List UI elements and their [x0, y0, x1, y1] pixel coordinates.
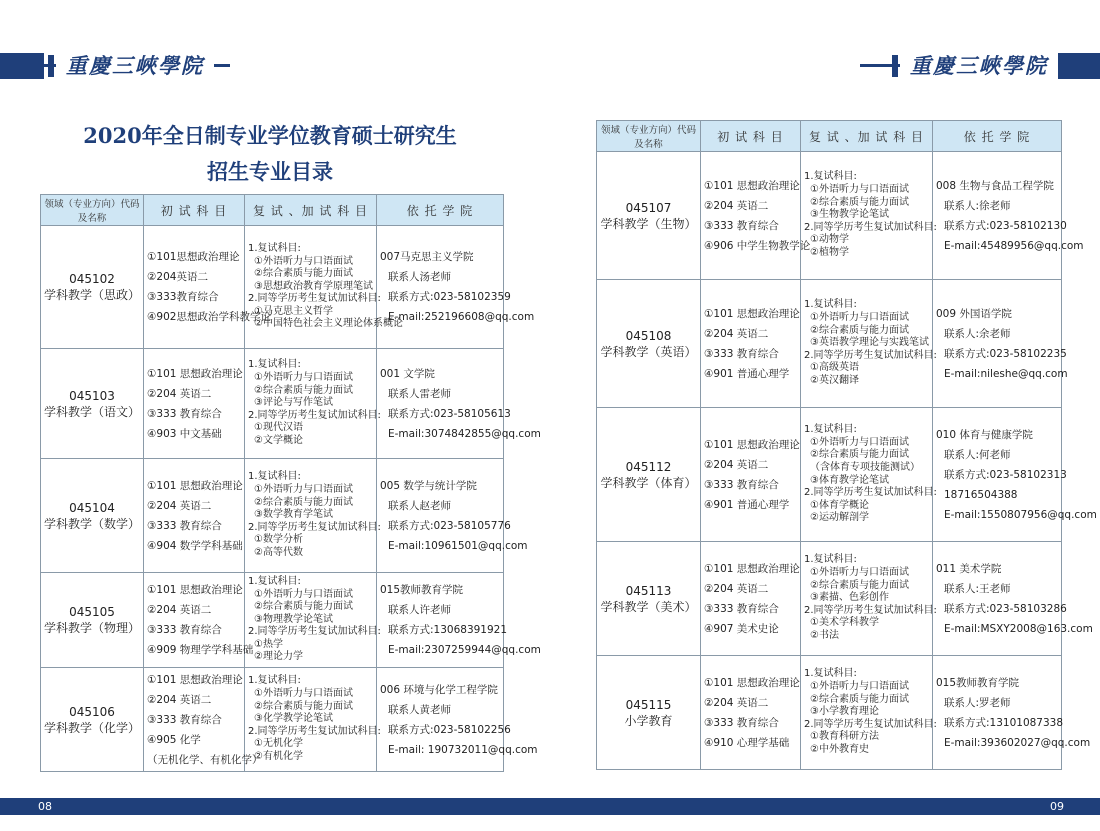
exam-subject: ③333 教育综合	[704, 219, 779, 232]
table-row	[597, 152, 1062, 280]
college-lines-cell	[933, 656, 1091, 770]
retest-item: ①数学分析	[254, 534, 303, 546]
retest-item: ①马克思主义哲学	[254, 305, 333, 317]
page-number-right: 09	[1050, 800, 1064, 813]
college-line: E-mail:1550807956@qq.com	[944, 508, 1097, 521]
exam-subject: ①101 思想政治理论	[704, 438, 800, 451]
table-row	[41, 459, 504, 573]
exam-subject: ④906 中学生物教学论	[704, 239, 811, 252]
program-cell	[41, 668, 144, 772]
retest-item: 2.同等学历考生复试加试科目:	[804, 604, 937, 616]
college-lines-cell	[377, 459, 528, 573]
program-name: 小学教育	[624, 713, 673, 728]
retest-item: ①外语听力与口语面试	[254, 588, 353, 600]
program-cell	[41, 573, 144, 668]
retest-item: ①外语听力与口语面试	[254, 255, 353, 267]
exam-subject: ④901 普通心理学	[704, 367, 790, 380]
exam-subject: ①101 思想政治理论	[704, 179, 800, 192]
brand-logo-left: 重慶三峽學院	[56, 51, 214, 81]
college-line: 007马克思主义学院	[380, 251, 474, 263]
program-code: 045115	[625, 697, 672, 712]
program-cell	[41, 349, 144, 459]
retest-item: ③思想政治教育学原理笔试	[254, 280, 373, 292]
exam-subject: ③333 教育综合	[147, 713, 222, 726]
exam-subject: ①101 思想政治理论	[147, 479, 243, 492]
exam-subject: ②204 英语二	[147, 387, 212, 400]
retest-item: ②中外教育史	[810, 743, 869, 755]
college-line: 联系方式:023-58105613	[388, 407, 511, 420]
retest-item: ③素描、色彩创作	[810, 592, 889, 604]
retest-item: 1.复试科目:	[248, 359, 301, 371]
retest-items-cell	[801, 408, 937, 542]
exam-subject: ③333 教育综合	[704, 478, 779, 491]
table-row	[597, 280, 1062, 408]
retest-item: ②综合素质与能力面试	[254, 384, 353, 396]
retest-item: 1.复试科目:	[248, 575, 301, 587]
retest-item: 2.同等学历考生复试加试科目:	[248, 521, 381, 533]
program-code: 045112	[625, 459, 672, 474]
retest-item: ①外语听力与口语面试	[810, 312, 909, 324]
program-name: 学科教学（体育）	[600, 475, 697, 490]
college-line: 联系人赵老师	[388, 499, 451, 512]
exam-subject: ①101 思想政治理论	[147, 584, 243, 596]
table-row	[41, 226, 504, 349]
exam-subject: ②204 英语二	[147, 693, 212, 706]
program-code: 045108	[625, 328, 672, 343]
retest-item: ③体育教学论笔试	[810, 474, 889, 486]
college-line: E-mail:MSXY2008@163.com	[944, 622, 1093, 635]
retest-item: 2.同等学历考生复试加试科目:	[248, 725, 381, 737]
college-lines-cell	[933, 542, 1093, 656]
retest-item: 1.复试科目:	[248, 675, 301, 687]
exam-subjects-cell	[701, 280, 801, 408]
exam-subjects-cell	[701, 408, 801, 542]
college-line: E-mail:2307259944@qq.com	[388, 644, 541, 656]
exam-subjects-cell	[144, 226, 271, 349]
exam-subject: ④905 化学	[147, 733, 201, 746]
table-row	[41, 573, 504, 668]
retest-items-cell	[245, 668, 381, 772]
page-subtitle: 招生专业目录	[207, 159, 333, 184]
exam-subject: ①101 思想政治理论	[704, 307, 800, 320]
college-lines-cell	[933, 152, 1084, 280]
retest-item: 1.复试科目:	[804, 668, 857, 680]
college-line: 联系方式:023-58102359	[388, 291, 511, 303]
logo-mark	[48, 55, 54, 77]
retest-item: ②文学概论	[254, 434, 303, 446]
retest-items-cell	[245, 226, 403, 349]
retest-item: ②有机化学	[254, 750, 303, 762]
retest-item: 1.复试科目:	[804, 299, 857, 311]
program-code: 045107	[625, 200, 672, 215]
college-line: 015教师教育学院	[936, 676, 1020, 689]
exam-subject: （无机化学、有机化学）	[147, 753, 263, 766]
retest-item: ①美术学科教学	[810, 617, 879, 629]
college-line: 联系方式:023-58102235	[944, 347, 1067, 360]
college-line: 联系人:徐老师	[944, 199, 1011, 212]
college-line: 联系方式:023-58103286	[944, 602, 1067, 615]
program-cell	[597, 152, 701, 280]
college-line: 联系人:罗老师	[944, 696, 1011, 709]
exam-subject: ①101思想政治理论	[147, 251, 240, 263]
retest-item: ①无机化学	[254, 738, 303, 750]
retest-item: ①现代汉语	[254, 422, 303, 434]
retest-item: ②综合素质与能力面试	[810, 449, 909, 461]
logo-mark-right	[892, 55, 898, 77]
college-lines-cell	[377, 226, 535, 349]
retest-item: ②综合素质与能力面试	[254, 700, 353, 712]
exam-subjects-cell	[144, 349, 245, 459]
exam-subject: ④904 数学学科基础	[147, 539, 243, 552]
college-line: E-mail:45489956@qq.com	[944, 239, 1084, 252]
retest-item: （含体育专项技能测试）	[810, 461, 920, 473]
col-header-college: 依 托 学 院	[933, 121, 1062, 152]
table-header-row	[597, 121, 1062, 152]
program-name: 学科教学（化学）	[44, 720, 141, 735]
exam-subject: ③333 教育综合	[704, 602, 779, 615]
retest-items-cell	[801, 656, 937, 770]
retest-items-cell	[801, 152, 937, 280]
program-code: 045102	[69, 272, 115, 286]
brand-logo-right: 重慶三峽學院	[900, 51, 1058, 81]
program-cell	[597, 542, 701, 656]
college-lines-cell	[933, 408, 1097, 542]
college-line: 联系方式:023-58102130	[944, 219, 1067, 232]
retest-item: 2.同等学历考生复试加试科目:	[804, 349, 937, 361]
college-lines-cell	[933, 280, 1068, 408]
table-header-row	[41, 195, 504, 226]
page-title: 2020年全日制专业学位教育硕士研究生	[83, 123, 457, 148]
retest-item: ②英汉翻译	[810, 374, 859, 386]
retest-item: 2.同等学历考生复试加试科目:	[248, 626, 381, 638]
retest-items-cell	[801, 542, 937, 656]
exam-subjects-cell	[701, 542, 801, 656]
col-header-retest: 复 试 、加 试 科 目	[245, 195, 377, 226]
exam-subjects-cell	[144, 459, 245, 573]
retest-item: ①教育科研方法	[810, 731, 879, 743]
col-header-college: 依 托 学 院	[377, 195, 504, 226]
program-cell	[597, 280, 701, 408]
exam-subject: ①101 思想政治理论	[704, 676, 800, 689]
exam-subject: ①101 思想政治理论	[147, 367, 243, 380]
college-line: 联系方式:023-58102256	[388, 723, 511, 736]
page-number-left: 08	[38, 800, 52, 813]
table-body-right	[597, 152, 1097, 770]
program-cell	[597, 656, 701, 770]
exam-subject: ④910 心理学基础	[704, 736, 790, 749]
retest-item: ②综合素质与能力面试	[810, 196, 909, 208]
exam-subject: ②204 英语二	[704, 458, 769, 471]
retest-item: ③英语教学理论与实践笔试	[810, 337, 929, 349]
retest-item: ③数学教育学笔试	[254, 509, 333, 521]
exam-subject: ②204 英语二	[147, 604, 212, 616]
retest-item: ③生物教学论笔试	[810, 209, 889, 221]
exam-subject: ②204 英语二	[704, 327, 769, 340]
college-line: 联系人:余老师	[944, 327, 1011, 340]
retest-item: 2.同等学历考生复试加试科目:	[804, 487, 937, 499]
retest-item: ①体育学概论	[810, 499, 869, 511]
retest-item: ①外语听力与口语面试	[810, 184, 909, 196]
program-name: 学科教学（美术）	[600, 599, 697, 614]
program-code: 045106	[69, 704, 115, 719]
program-cell	[597, 408, 701, 542]
program-code: 045113	[625, 583, 672, 598]
exam-subjects-cell	[144, 573, 254, 668]
exam-subject: ③333教育综合	[147, 291, 219, 303]
exam-subject: ④902思想政治学科教学论	[147, 311, 271, 323]
exam-subject: ①101 思想政治理论	[147, 673, 243, 686]
retest-item: 1.复试科目:	[248, 242, 301, 254]
college-line: 005 数学与统计学院	[380, 479, 477, 492]
retest-item: ②综合素质与能力面试	[254, 268, 353, 280]
retest-item: ②运动解剖学	[810, 512, 869, 524]
retest-item: 2.同等学历考生复试加试科目:	[804, 718, 937, 730]
retest-item: ③化学教学论笔试	[254, 713, 333, 725]
table-row	[597, 656, 1062, 770]
retest-item: 1.复试科目:	[248, 471, 301, 483]
college-line: 联系方式:023-58105776	[388, 519, 511, 532]
retest-item: 2.同等学历考生复试加试科目:	[804, 221, 937, 233]
college-line: 联系人黄老师	[388, 703, 451, 716]
table-row	[597, 542, 1062, 656]
college-line: 008 生物与食品工程学院	[936, 179, 1054, 192]
college-line: 联系方式:023-58102313	[944, 468, 1067, 481]
retest-item: ①外语听力与口语面试	[810, 436, 909, 448]
exam-subjects-cell	[701, 152, 811, 280]
retest-item: ②综合素质与能力面试	[810, 693, 909, 705]
retest-items-cell	[801, 280, 937, 408]
program-cell	[41, 459, 144, 573]
college-line: E-mail:nileshe@qq.com	[944, 367, 1068, 380]
retest-item: ③评论与写作笔试	[254, 397, 333, 409]
college-lines-cell	[377, 573, 541, 668]
col-header-exam: 初 试 科 目	[701, 121, 801, 152]
exam-subject: ④901 普通心理学	[704, 498, 790, 511]
col-header-code: 领域（专业方向）代码及名称	[41, 195, 144, 226]
right-page	[550, 0, 1100, 831]
exam-subject: ②204英语二	[147, 271, 208, 283]
exam-subject: ④907 美术史论	[704, 622, 779, 635]
college-line: 联系人:王老师	[944, 582, 1011, 595]
exam-subject: ①101 思想政治理论	[704, 562, 800, 575]
college-line: 联系方式:13068391921	[388, 624, 508, 636]
retest-item: ①外语听力与口语面试	[254, 372, 353, 384]
college-line: 联系人许老师	[388, 604, 451, 616]
exam-subject: ④903 中文基础	[147, 427, 222, 440]
retest-items-cell	[245, 349, 381, 459]
retest-item: 1.复试科目:	[804, 554, 857, 566]
retest-item: ①动物学	[810, 234, 849, 246]
program-table-right	[596, 120, 1097, 770]
col-header-code: 领域（专业方向）代码及名称	[597, 121, 701, 152]
exam-subject: ②204 英语二	[147, 499, 212, 512]
retest-item: ②综合素质与能力面试	[810, 324, 909, 336]
college-line: 联系人汤老师	[388, 271, 451, 283]
college-line: 001 文学院	[380, 367, 435, 380]
header-bar-left-block	[0, 53, 44, 79]
exam-subject: ④909 物理学学科基础	[147, 644, 254, 656]
retest-items-cell	[245, 573, 381, 668]
retest-item: ②综合素质与能力面试	[254, 601, 353, 613]
retest-item: ①外语听力与口语面试	[810, 681, 909, 693]
program-code: 045103	[69, 388, 115, 403]
exam-subject: ③333 教育综合	[147, 624, 222, 636]
college-line: 联系方式:13101087338	[944, 716, 1064, 729]
retest-item: ③物理教学论笔试	[254, 613, 333, 625]
footer-bar-left	[0, 798, 550, 815]
retest-item: 1.复试科目:	[804, 171, 857, 183]
program-name: 学科教学（思政）	[44, 288, 141, 302]
retest-item: 2.同等学历考生复试加试科目:	[248, 293, 381, 305]
retest-item: ②综合素质与能力面试	[810, 579, 909, 591]
college-line: 006 环境与化学工程学院	[380, 683, 498, 696]
exam-subject: ③333 教育综合	[147, 519, 222, 532]
table-body-left	[41, 226, 541, 772]
exam-subject: ③333 教育综合	[704, 716, 779, 729]
college-line: E-mail:252196608@qq.com	[388, 311, 535, 323]
retest-item: ①外语听力与口语面试	[254, 484, 353, 496]
retest-item: ③小学教育理论	[810, 706, 879, 718]
program-name: 学科教学（物理）	[44, 621, 141, 635]
retest-item: 1.复试科目:	[804, 424, 857, 436]
college-line: 联系人:何老师	[944, 448, 1011, 461]
exam-subjects-cell	[144, 668, 263, 772]
program-name: 学科教学（语文）	[44, 404, 141, 419]
retest-item: ①热学	[254, 638, 283, 650]
table-row	[41, 349, 504, 459]
retest-item: ①外语听力与口语面试	[254, 688, 353, 700]
program-table-left	[40, 194, 541, 772]
retest-item: 2.同等学历考生复试加试科目:	[248, 409, 381, 421]
college-line: 010 体育与健康学院	[936, 428, 1033, 441]
retest-item: ②植物学	[810, 246, 849, 258]
program-cell	[41, 226, 144, 349]
program-code: 045105	[69, 605, 115, 619]
footer-bar-right	[550, 798, 1100, 815]
college-line: E-mail:3074842855@qq.com	[388, 427, 541, 440]
table-row	[597, 408, 1062, 542]
college-line: 联系人雷老师	[388, 387, 451, 400]
college-line: 011 美术学院	[936, 562, 1002, 575]
retest-item: ②中国特色社会主义理论体系概论	[254, 318, 403, 330]
exam-subject: ③333 教育综合	[704, 347, 779, 360]
exam-subjects-cell	[701, 656, 801, 770]
table-row	[41, 668, 504, 772]
retest-item: ①外语听力与口语面试	[810, 567, 909, 579]
college-lines-cell	[377, 349, 541, 459]
retest-item: ②高等代数	[254, 546, 303, 558]
retest-item: ②理论力学	[254, 651, 303, 663]
college-line: 18716504388	[944, 488, 1018, 501]
college-line: E-mail:10961501@qq.com	[388, 539, 528, 552]
retest-item: ②综合素质与能力面试	[254, 496, 353, 508]
program-code: 045104	[69, 500, 115, 515]
exam-subject: ②204 英语二	[704, 696, 769, 709]
col-header-exam: 初 试 科 目	[144, 195, 245, 226]
program-name: 学科教学（英语）	[600, 344, 697, 359]
col-header-retest: 复 试 、加 试 科 目	[801, 121, 933, 152]
program-name: 学科教学（生物）	[600, 216, 697, 231]
exam-subject: ③333 教育综合	[147, 407, 222, 420]
retest-item: ①高级英语	[810, 362, 859, 374]
program-name: 学科教学（数学）	[44, 516, 141, 531]
college-line: 009 外国语学院	[936, 307, 1012, 320]
college-line: E-mail: 190732011@qq.com	[388, 743, 538, 756]
exam-subject: ②204 英语二	[704, 199, 769, 212]
retest-item: ②书法	[810, 629, 839, 641]
college-line: 015教师教育学院	[380, 584, 464, 596]
college-line: E-mail:393602027@qq.com	[944, 736, 1091, 749]
college-lines-cell	[377, 668, 538, 772]
retest-items-cell	[245, 459, 381, 573]
exam-subject: ②204 英语二	[704, 582, 769, 595]
